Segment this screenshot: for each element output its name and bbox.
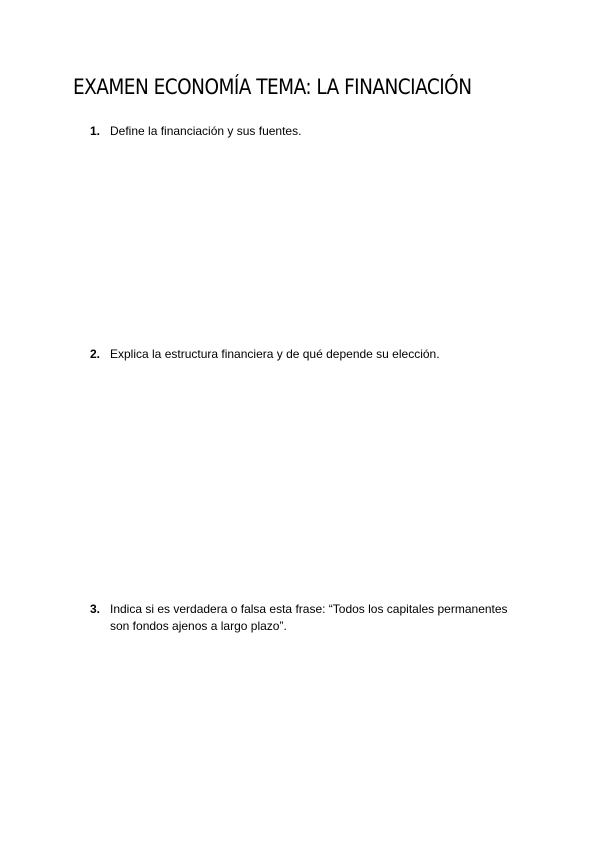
question-text: Explica la estructura financiera y de qué depende su elección.	[110, 347, 440, 361]
question-item	[90, 123, 530, 140]
question-item	[90, 346, 530, 363]
question-number: 2.	[90, 347, 101, 361]
page-title: EXAMEN ECONOMÍA TEMA: LA FINANCIACIÓN	[73, 75, 472, 99]
question-text: Define la financiación y sus fuentes.	[110, 124, 302, 138]
question-text: Indica si es verdadera o falsa esta frase: “Todos los capitales permanentes son fondos ajenos a largo plazo”.	[110, 602, 508, 633]
question-number: 3.	[90, 602, 101, 616]
question-item	[90, 601, 530, 635]
question-number: 1.	[90, 124, 101, 138]
